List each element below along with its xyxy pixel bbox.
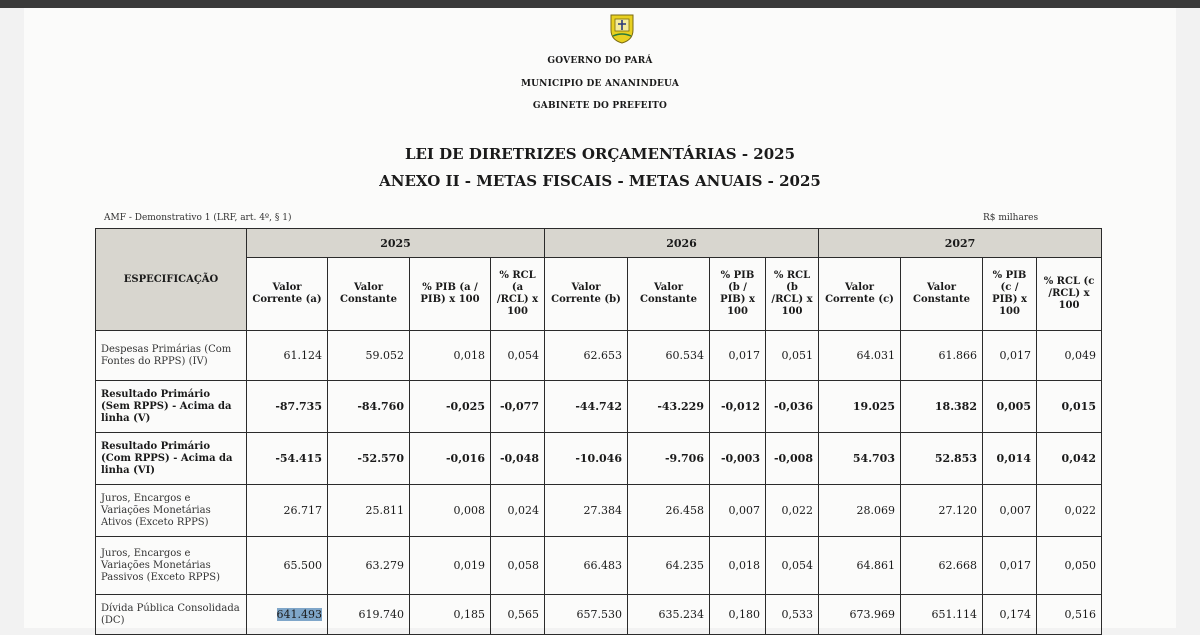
cell-value: 61.124: [283, 349, 322, 362]
column-header: Valor Constante: [328, 258, 410, 331]
metas-fiscais-table: [95, 228, 1102, 635]
cell-value: 25.811: [365, 504, 404, 517]
value-cell: [766, 485, 819, 537]
cell-value: 0,008: [453, 504, 485, 517]
value-cell: [491, 331, 545, 381]
cell-value: 0,015: [1061, 400, 1096, 413]
row-label: Juros, Encargos e Variações Monetárias Ativos (Exceto RPPS): [96, 485, 247, 537]
cell-value: 0,022: [781, 504, 813, 517]
value-cell: [819, 381, 901, 433]
value-cell: [983, 433, 1037, 485]
value-cell: [247, 433, 328, 485]
value-cell: [1037, 537, 1102, 595]
units-label: R$ milhares: [983, 213, 1039, 223]
coat-of-arms-icon: [608, 12, 636, 44]
cell-value: 64.861: [856, 559, 895, 572]
value-cell: [410, 595, 491, 635]
value-cell: [766, 537, 819, 595]
value-cell: [901, 331, 983, 381]
table-row: [96, 485, 1102, 537]
cell-value: -54.415: [275, 452, 322, 465]
cell-value: 64.235: [665, 559, 704, 572]
value-cell: [545, 537, 628, 595]
spec-header: ESPECIFICAÇÃO: [96, 229, 247, 331]
value-cell: [983, 537, 1037, 595]
value-cell: [491, 537, 545, 595]
value-cell: [410, 381, 491, 433]
cell-value: 0,017: [728, 349, 760, 362]
value-cell: [628, 433, 710, 485]
table-row: [96, 433, 1102, 485]
cell-value: 0,565: [507, 608, 539, 621]
row-label: Despesas Primárias (Com Fontes do RPPS) (IV): [96, 331, 247, 381]
value-cell: [1037, 485, 1102, 537]
value-cell: [491, 485, 545, 537]
cell-value: 0,014: [996, 452, 1031, 465]
cell-value: 0,022: [1064, 504, 1096, 517]
cell-value: 0,017: [999, 559, 1031, 572]
cell-value: 0,051: [781, 349, 813, 362]
window-top-bar: [0, 0, 1200, 8]
column-header: Valor Constante: [628, 258, 710, 331]
cell-value: 28.069: [856, 504, 895, 517]
column-header: Valor Corrente (a): [247, 258, 328, 331]
cell-value: 0,174: [999, 608, 1031, 621]
cell-value: 641.493: [276, 608, 322, 621]
value-cell: [247, 595, 328, 635]
cell-value: 0,185: [453, 608, 485, 621]
cell-value: -0,003: [720, 452, 760, 465]
value-cell: [410, 537, 491, 595]
value-cell: [983, 595, 1037, 635]
header-governo: GOVERNO DO PARÁ: [547, 56, 653, 66]
row-label: Juros, Encargos e Variações Monetárias Passivos (Exceto RPPS): [96, 537, 247, 595]
column-header: % PIB (a / PIB) x 100: [410, 258, 491, 331]
value-cell: [819, 331, 901, 381]
cell-value: 63.279: [365, 559, 404, 572]
cell-value: 651.114: [931, 608, 977, 621]
cell-value: 0,007: [728, 504, 760, 517]
value-cell: [1037, 595, 1102, 635]
value-cell: [545, 381, 628, 433]
value-cell: [819, 433, 901, 485]
value-cell: [1037, 331, 1102, 381]
document-subtitle: ANEXO II - METAS FISCAIS - METAS ANUAIS - 2025: [379, 172, 821, 190]
value-cell: [628, 537, 710, 595]
cell-value: 0,054: [507, 349, 539, 362]
cell-value: 657.530: [576, 608, 622, 621]
cell-value: 66.483: [583, 559, 622, 572]
column-header: Valor Constante: [901, 258, 983, 331]
value-cell: [710, 485, 766, 537]
cell-value: 0,049: [1064, 349, 1096, 362]
cell-value: 52.853: [934, 452, 977, 465]
cell-value: -9.706: [664, 452, 704, 465]
value-cell: [410, 331, 491, 381]
column-header: Valor Corrente (c): [819, 258, 901, 331]
cell-value: 0,005: [996, 400, 1031, 413]
cell-value: 0,180: [728, 608, 760, 621]
cell-value: 18.382: [934, 400, 977, 413]
cell-value: 19.025: [852, 400, 895, 413]
cell-value: 60.534: [665, 349, 704, 362]
cell-value: 0,516: [1064, 608, 1096, 621]
document-title: LEI DE DIRETRIZES ORÇAMENTÁRIAS - 2025: [404, 145, 796, 163]
cell-value: 0,019: [453, 559, 485, 572]
cell-value: 0,017: [999, 349, 1031, 362]
year-header: 2026: [545, 229, 819, 258]
cell-value: -0,008: [773, 452, 813, 465]
value-cell: [545, 331, 628, 381]
cell-value: 0,054: [781, 559, 813, 572]
cell-value: 26.717: [283, 504, 322, 517]
value-cell: [328, 433, 410, 485]
value-cell: [710, 381, 766, 433]
value-cell: [819, 595, 901, 635]
cell-value: -0,016: [445, 452, 485, 465]
table-row: [96, 381, 1102, 433]
value-cell: [491, 433, 545, 485]
value-cell: [410, 485, 491, 537]
header-gabinete: GABINETE DO PREFEITO: [532, 101, 668, 111]
cell-value: 619.740: [358, 608, 404, 621]
cell-value: -0,012: [720, 400, 760, 413]
cell-value: 54.703: [852, 452, 895, 465]
cell-value: 62.653: [583, 349, 622, 362]
value-cell: [328, 331, 410, 381]
value-cell: [1037, 381, 1102, 433]
value-cell: [983, 331, 1037, 381]
value-cell: [819, 537, 901, 595]
demonstrativo-label: AMF - Demonstrativo 1 (LRF, art. 4º, § 1): [104, 213, 292, 223]
value-cell: [983, 485, 1037, 537]
cell-value: -0,077: [499, 400, 539, 413]
column-header: % PIB (c / PIB) x 100: [983, 258, 1037, 331]
value-cell: [766, 381, 819, 433]
value-cell: [545, 485, 628, 537]
value-cell: [247, 381, 328, 433]
row-label: Resultado Primário (Sem RPPS) - Acima da linha (V): [96, 381, 247, 433]
cell-value: -44.742: [575, 400, 622, 413]
value-cell: [766, 595, 819, 635]
cell-value: 61.866: [938, 349, 977, 362]
row-label: Resultado Primário (Com RPPS) - Acima da linha (VI): [96, 433, 247, 485]
header-municipio: MUNICIPIO DE ANANINDEUA: [520, 79, 680, 89]
column-header: % PIB (b / PIB) x 100: [710, 258, 766, 331]
cell-value: 0,050: [1064, 559, 1096, 572]
year-header: 2027: [819, 229, 1102, 258]
value-cell: [710, 537, 766, 595]
value-cell: [1037, 433, 1102, 485]
value-cell: [819, 485, 901, 537]
cell-value: 0,042: [1061, 452, 1096, 465]
value-cell: [328, 485, 410, 537]
value-cell: [710, 331, 766, 381]
cell-value: -0,036: [773, 400, 813, 413]
cell-value: 27.120: [938, 504, 977, 517]
value-cell: [247, 485, 328, 537]
value-cell: [710, 595, 766, 635]
cell-value: -0,025: [445, 400, 485, 413]
cell-value: 64.031: [856, 349, 895, 362]
value-cell: [491, 381, 545, 433]
cell-value: 0,018: [453, 349, 485, 362]
year-header: 2025: [247, 229, 545, 258]
value-cell: [247, 537, 328, 595]
cell-value: -10.046: [575, 452, 622, 465]
value-cell: [628, 381, 710, 433]
cell-value: 0,533: [781, 608, 813, 621]
cell-value: 26.458: [665, 504, 704, 517]
cell-value: -52.570: [357, 452, 404, 465]
cell-value: 0,058: [507, 559, 539, 572]
cell-value: 59.052: [365, 349, 404, 362]
column-header: % RCL (b /RCL) x 100: [766, 258, 819, 331]
row-label: Dívida Pública Consolidada (DC): [96, 595, 247, 635]
value-cell: [901, 433, 983, 485]
value-cell: [901, 485, 983, 537]
table-row: [96, 331, 1102, 381]
value-cell: [628, 331, 710, 381]
cell-value: -84.760: [357, 400, 404, 413]
value-cell: [328, 537, 410, 595]
cell-value: 27.384: [583, 504, 622, 517]
table-body: [96, 331, 1102, 635]
cell-value: 0,024: [507, 504, 539, 517]
cell-value: -43.229: [657, 400, 704, 413]
value-cell: [410, 433, 491, 485]
cell-value: 0,018: [728, 559, 760, 572]
value-cell: [901, 381, 983, 433]
value-cell: [545, 595, 628, 635]
column-header: % RCL (c /RCL) x 100: [1037, 258, 1102, 331]
table-row: [96, 537, 1102, 595]
cell-value: -87.735: [275, 400, 322, 413]
value-cell: [628, 485, 710, 537]
value-cell: [545, 433, 628, 485]
value-cell: [766, 331, 819, 381]
value-cell: [628, 595, 710, 635]
value-cell: [901, 595, 983, 635]
table-row: [96, 595, 1102, 635]
cell-value: -0,048: [499, 452, 539, 465]
value-cell: [328, 381, 410, 433]
cell-value: 65.500: [283, 559, 322, 572]
value-cell: [766, 433, 819, 485]
column-header: % RCL (a /RCL) x 100: [491, 258, 545, 331]
value-cell: [901, 537, 983, 595]
cell-value: 62.668: [938, 559, 977, 572]
column-header: Valor Corrente (b): [545, 258, 628, 331]
cell-value: 0,007: [999, 504, 1031, 517]
cell-value: 635.234: [658, 608, 704, 621]
value-cell: [491, 595, 545, 635]
value-cell: [983, 381, 1037, 433]
cell-value: 673.969: [849, 608, 895, 621]
value-cell: [710, 433, 766, 485]
value-cell: [247, 331, 328, 381]
value-cell: [328, 595, 410, 635]
